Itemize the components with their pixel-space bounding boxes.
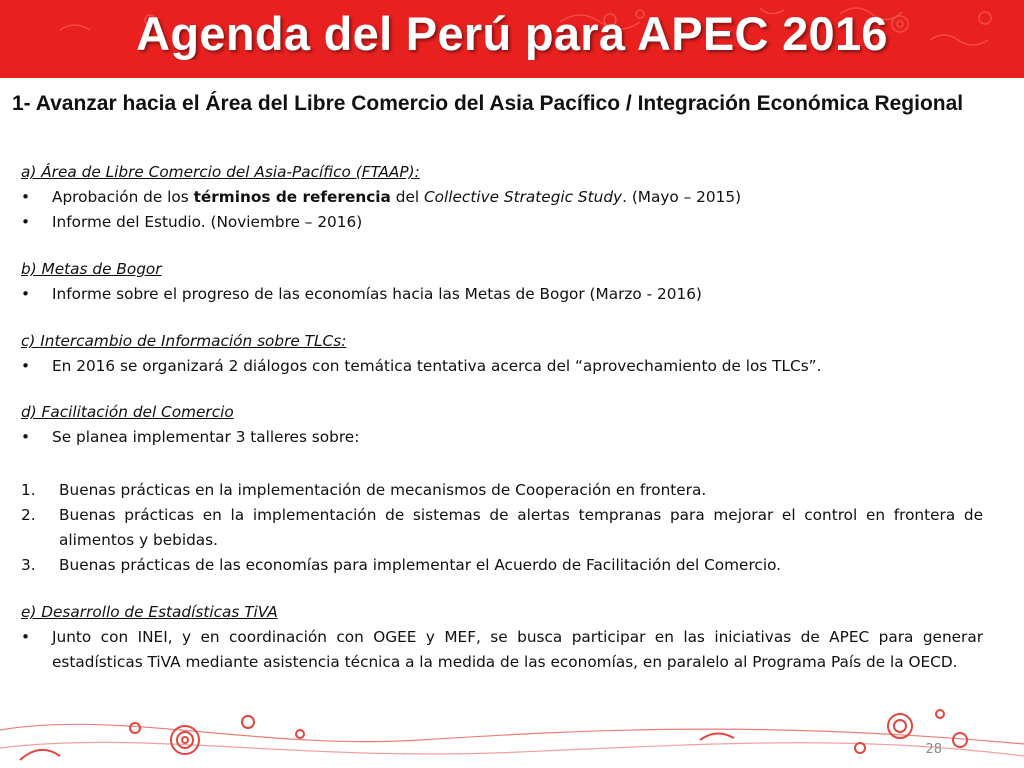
section-bogor [21,257,983,307]
section-title: a) Área de Libre Comercio del Asia-Pacífico (FTAAP): [21,163,420,181]
bullet-item: • Junto con INEI, y en coordinación con OGEE y MEF, se busca participar en las iniciativas de APEC para generar estadísticas TiVA mediante asistencia técnica a la medida de las economías, en paralelo al Programa País de la OECD. [21,628,983,671]
page-number: 28 [925,742,942,757]
section-title: c) Intercambio de Información sobre TLCs: [21,332,347,350]
section-title: d) Facilitación del Comercio [21,403,234,421]
section-tiva [21,600,983,675]
bullet-item: • En 2016 se organizará 2 diálogos con temática tentativa acerca del “aprovechamiento de los TLCs”. [21,357,822,375]
bullet-item: • Aprobación de los términos de referencia del Collective Strategic Study. (Mayo – 2015) [21,188,742,206]
bullet-item: • Informe sobre el progreso de las economías hacia las Metas de Bogor (Marzo - 2016) [21,285,702,303]
section-title: e) Desarrollo de Estadísticas TiVA [21,603,278,621]
slide-title: Agenda del Perú para APEC 2016 [136,7,888,60]
bullet-item: • Informe del Estudio. (Noviembre – 2016) [21,213,363,231]
list-item: 1. Buenas prácticas en la implementación de mecanismos de Cooperación en frontera. [21,481,707,499]
section-title: b) Metas de Bogor [21,260,162,278]
section-tlcs [21,329,983,379]
list-item: 3. Buenas prácticas de las economías para implementar el Acuerdo de Facilitación del Comercio. [21,556,782,574]
section-ftaap [21,160,983,235]
list-item: 2. Buenas prácticas en la implementación de sistemas de alertas tempranas para mejorar el control en frontera de alimentos y bebidas. [21,506,983,549]
banner-wave-edge [0,60,1024,80]
bullet-item: • Se planea implementar 3 talleres sobre: [21,428,360,446]
numbered-list [21,478,983,578]
section-facilitacion [21,400,983,450]
footer-swirl-decoration [0,700,1024,768]
slide-heading: 1- Avanzar hacia el Área del Libre Comercio del Asia Pacífico / Integración Económica Regional [12,92,964,115]
